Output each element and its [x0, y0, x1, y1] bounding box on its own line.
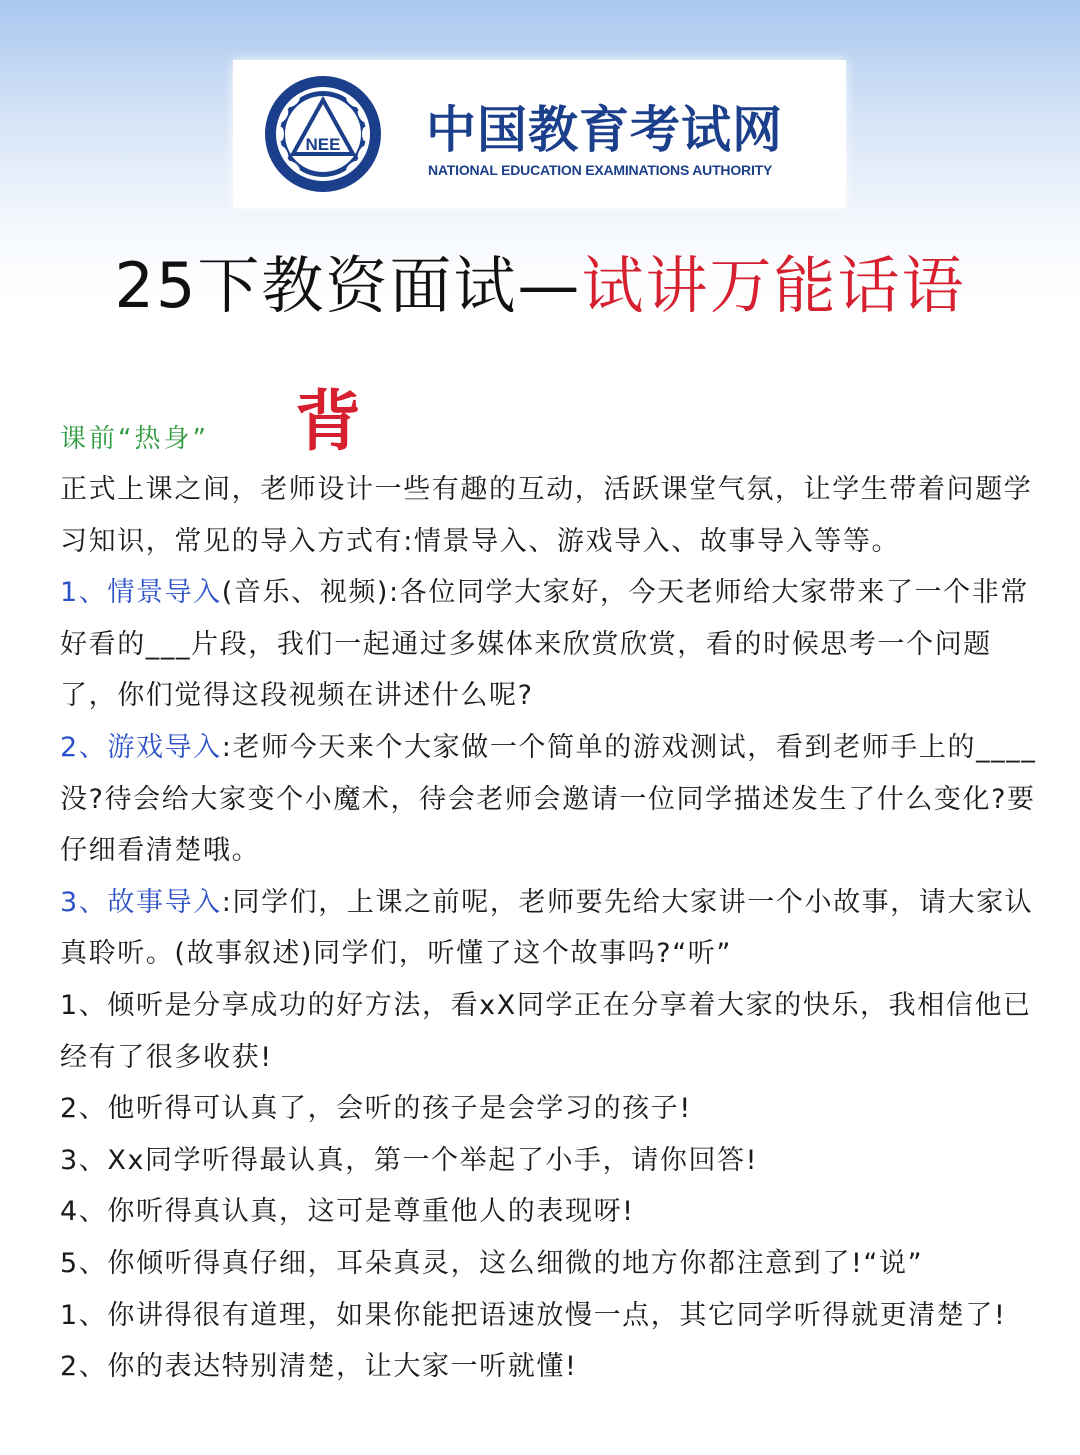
method-text: (音乐、视频):各位同学大家好，今天老师给大家带来了一个非常好看的___片段，我们一起通过多媒体来欣赏欣赏，看的时候思考一个问题了，你们觉得这段视频在讲述什么呢?: [60, 577, 1029, 712]
intro-paragraph: 正式上课之间，老师设计一些有趣的互动，活跃课堂气氛，让学生带着问题学习知识，常见的导入方式有:情景导入、游戏导入、故事导入等等。: [60, 474, 1033, 557]
site-name-english: NATIONAL EDUCATION EXAMINATIONS AUTHORITY: [428, 162, 773, 178]
speak-phrase: 2、你的表达特别清楚，让大家一听就懂!: [60, 1351, 578, 1383]
listen-phrase: 5、你倾听得真仔细，耳朵真灵，这么细微的地方你都注意到了!“说”: [60, 1247, 924, 1279]
speak-phrase: 1、你讲得很有道理，如果你能把语速放慢一点，其它同学听得就更清楚了!: [60, 1299, 1007, 1331]
method-paragraph: [60, 877, 1045, 980]
nee-emblem-icon: [263, 74, 383, 194]
svg-text:NEE: NEE: [305, 135, 341, 154]
listen-phrase: 2、他听得可认真了，会听的孩子是会学习的孩子!: [60, 1093, 692, 1125]
method-label: 3、故事导入: [60, 886, 222, 918]
method-paragraph: [60, 722, 1045, 877]
method-label: 2、游戏导入: [60, 731, 222, 763]
page-title-prefix: 25下教资面试—: [114, 249, 582, 322]
memorize-label: 背: [295, 383, 361, 460]
site-name-chinese: 中国教育考试网: [426, 101, 783, 159]
method-paragraph: [60, 567, 1045, 722]
listen-phrase: 1、倾听是分享成功的好方法，看xX同学正在分享着大家的快乐，我相信他已经有了很多收获!: [60, 989, 1032, 1073]
article-body: [60, 464, 1045, 1393]
listen-phrase: 3、Xx同学听得最认真，第一个举起了小手，请你回答!: [60, 1144, 759, 1176]
logo-banner: [233, 60, 846, 208]
page-title-highlight: 试讲万能话语: [581, 249, 966, 322]
method-text: :同学们，上课之前呢，老师要先给大家讲一个小故事，请大家认真聆听。(故事叙述)同学们，听懂了这个故事吗?“听”: [60, 886, 1034, 970]
listen-phrase: 4、你听得真认真，这可是尊重他人的表现呀!: [60, 1196, 635, 1228]
warmup-heading: 课前“热身”: [60, 424, 209, 454]
method-label: 1、情景导入: [60, 577, 222, 609]
method-text: :老师今天来个大家做一个简单的游戏测试，看到老师手上的____没?待会给大家变个小魔术，待会老师会邀请一位同学描述发生了什么变化?要仔细看清楚哦。: [60, 731, 1037, 867]
page-title: [0, 248, 1080, 324]
